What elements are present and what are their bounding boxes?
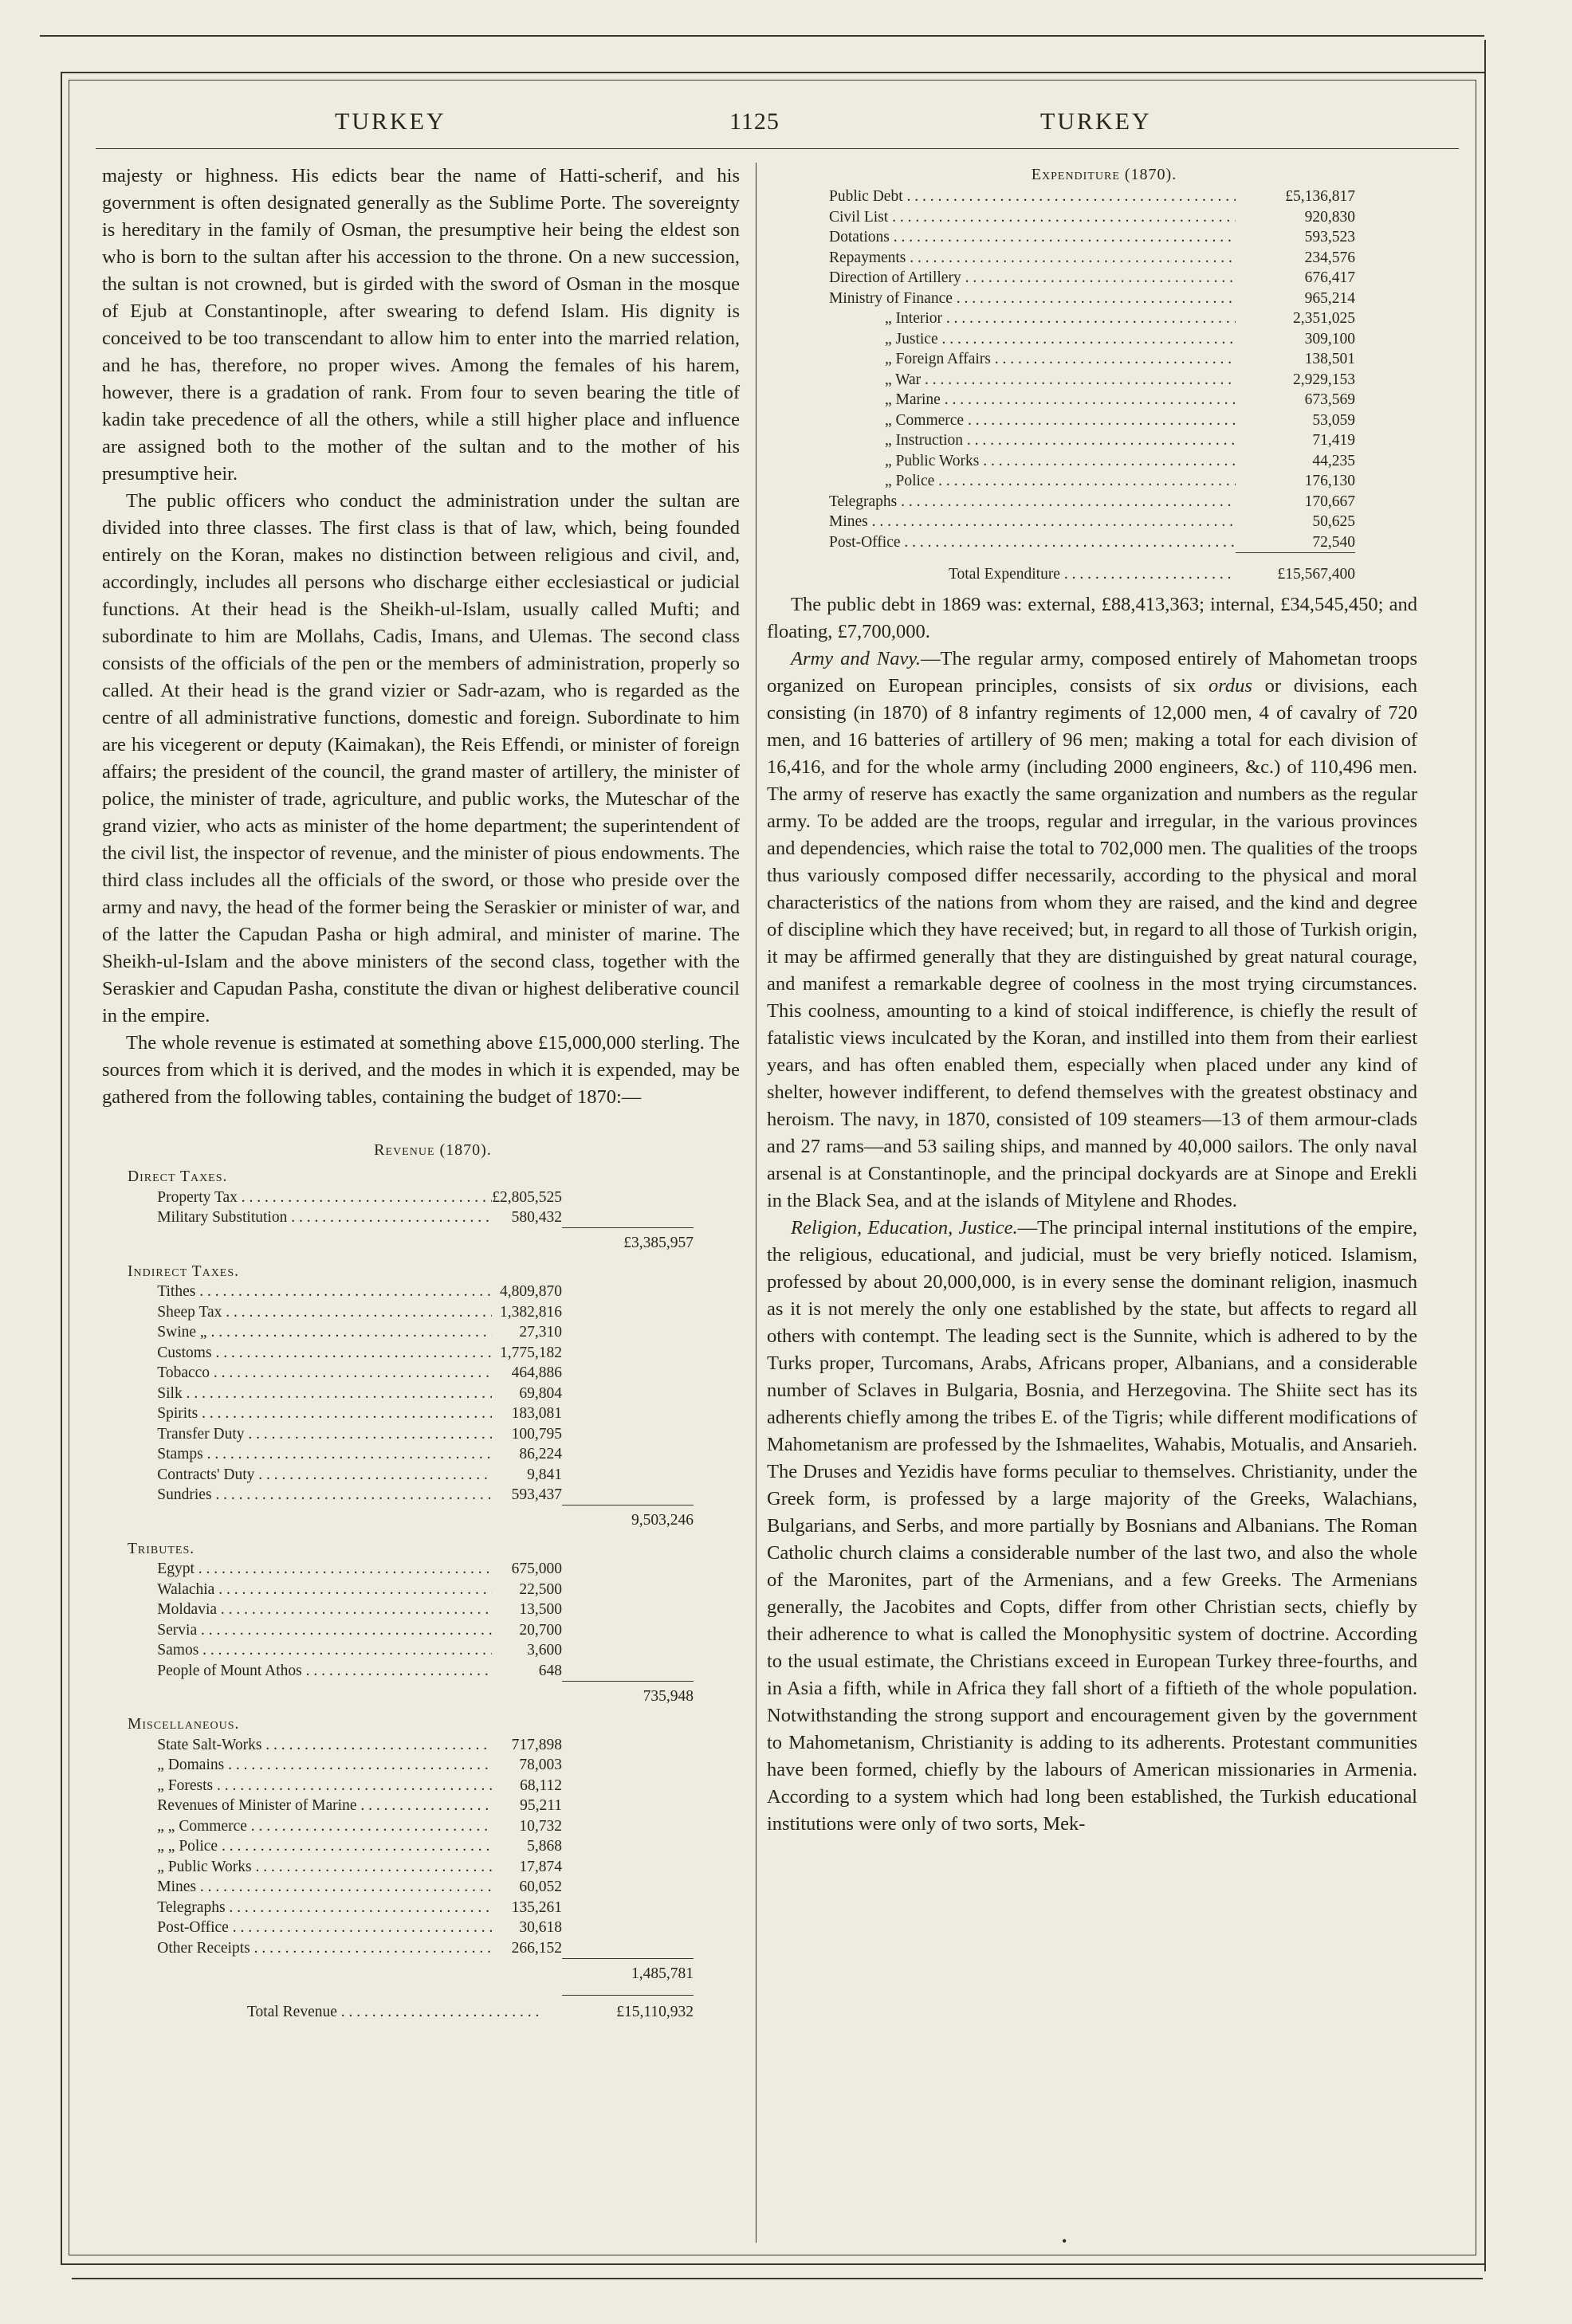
expenditure-total-row	[829, 553, 1355, 585]
revenue-row-label: Samos . . .	[157, 1640, 492, 1661]
revenue-grand-total-value: £15,110,932	[562, 1996, 694, 2023]
expenditure-row	[829, 492, 1355, 512]
revenue-row-value: 86,224	[519, 1446, 563, 1462]
revenue-subtotal: 1,485,781	[562, 1958, 694, 1984]
group-spacer	[128, 1531, 694, 1539]
expenditure-rows	[829, 186, 1355, 585]
revenue-row-label: Moldavia . . .	[157, 1600, 492, 1620]
revenue-row	[128, 1918, 694, 1938]
paragraph-debt: The public debt in 1869 was: external, £88,413,363; internal, £34,545,450; and floating, £7,700,000.	[767, 593, 1417, 642]
revenue-row-value: £2,805,525	[492, 1188, 563, 1206]
revenue-row-value: 3,600	[527, 1642, 563, 1659]
revenue-row-value: 183,081	[511, 1405, 563, 1422]
revenue-row-label: Spirits . . .	[157, 1403, 492, 1424]
revenue-grand-total-label: Total Revenue . . .	[247, 2002, 540, 2023]
expenditure-row-value: 2,351,025	[1293, 310, 1355, 327]
revenue-row-label: Property Tax . . .	[157, 1188, 492, 1208]
expenditure-total-value: £15,567,400	[1236, 553, 1355, 585]
paragraph-revenue: The whole revenue is estimated at something above £15,000,000 sterling. The sources from which it is derived, and the modes in which it is expended, may be gathered from the following tables, containing the budget of 1870:—	[102, 1032, 740, 1108]
revenue-row-value: 1,382,816	[500, 1303, 563, 1321]
revenue-row-label: People of Mount Athos . . .	[157, 1661, 492, 1682]
revenue-row-value: 5,868	[527, 1838, 563, 1855]
revenue-group-heading: Indirect Taxes.	[128, 1262, 240, 1280]
revenue-row-value: 593,437	[511, 1486, 563, 1503]
revenue-row	[128, 1465, 694, 1486]
revenue-row-label: Swine „ . . .	[157, 1322, 492, 1343]
revenue-group-heading: Direct Taxes.	[128, 1168, 228, 1185]
running-head-right: TURKEY	[1040, 108, 1152, 135]
expenditure-row-value: 673,569	[1304, 391, 1355, 408]
revenue-row	[128, 1363, 694, 1384]
revenue-row-value: 10,732	[519, 1817, 563, 1835]
expenditure-row-label: „ Instruction . . .	[829, 430, 1236, 451]
expenditure-row-label: Dotations . . .	[829, 227, 1236, 248]
expenditure-row-label: Ministry of Finance . . .	[829, 289, 1236, 309]
expenditure-row-label: „ Foreign Affairs . . .	[829, 349, 1236, 370]
bottom-rule	[72, 2278, 1483, 2279]
expenditure-row	[829, 370, 1355, 391]
revenue-subtotal-row	[128, 1228, 694, 1254]
revenue-row	[128, 1600, 694, 1620]
expenditure-row-value: 965,214	[1304, 289, 1355, 307]
revenue-row	[128, 1188, 694, 1208]
revenue-row	[128, 1302, 694, 1323]
expenditure-row	[829, 410, 1355, 431]
revenue-row	[128, 1620, 694, 1641]
expenditure-row-label: „ Police . . .	[829, 471, 1236, 492]
revenue-row-label: Other Receipts . . .	[157, 1938, 492, 1959]
revenue-row	[128, 1816, 694, 1837]
revenue-row-label: Post-Office . . .	[157, 1918, 492, 1938]
expenditure-row	[829, 329, 1355, 350]
revenue-row-label: Sundries . . .	[157, 1485, 492, 1505]
revenue-row	[128, 1485, 694, 1505]
revenue-row-label: Mines . . .	[157, 1877, 492, 1898]
expenditure-row-value: 176,130	[1304, 473, 1355, 489]
expenditure-row-label: Mines . . .	[829, 512, 1236, 532]
revenue-row-value: 648	[538, 1662, 563, 1679]
header-rule	[96, 148, 1459, 149]
revenue-row-label: „ „ Commerce . . .	[157, 1816, 492, 1837]
expenditure-row-label: Public Debt . . .	[829, 186, 1236, 207]
revenue-subtotal: £3,385,957	[562, 1228, 694, 1254]
expenditure-row	[829, 451, 1355, 472]
expenditure-row-label: „ Interior . . .	[829, 308, 1236, 329]
group-spacer	[128, 1254, 694, 1262]
revenue-row-value: 135,261	[511, 1898, 563, 1916]
revenue-row-value: 675,000	[511, 1560, 563, 1577]
revenue-subtotal-row	[128, 1681, 694, 1706]
revenue-row	[128, 1384, 694, 1404]
expenditure-row-value: 72,540	[1312, 533, 1355, 551]
page-number: 1125	[729, 108, 780, 135]
revenue-row-label: „ Public Works . . .	[157, 1857, 492, 1878]
revenue-row-value: 4,809,870	[500, 1283, 563, 1300]
revenue-subtotal: 9,503,246	[562, 1505, 694, 1531]
revenue-row-label: Stamps . . .	[157, 1444, 492, 1465]
revenue-row-value: 27,310	[519, 1324, 563, 1341]
army-heading: Army and Navy.	[791, 647, 922, 669]
revenue-row-label: Military Substitution . . .	[157, 1207, 492, 1228]
revenue-row-label: Transfer Duty . . .	[157, 1424, 492, 1445]
expenditure-row-value: 309,100	[1304, 330, 1355, 347]
expenditure-row-label: Repayments . . .	[829, 248, 1236, 269]
right-column	[767, 163, 1417, 1838]
revenue-row-value: 68,112	[520, 1776, 563, 1794]
revenue-row-label: Walachia . . .	[157, 1580, 492, 1600]
revenue-row-label: Tithes . . .	[157, 1282, 492, 1302]
expenditure-row-value: 170,667	[1304, 493, 1355, 510]
column-divider	[756, 163, 757, 2243]
expenditure-row	[829, 390, 1355, 410]
revenue-row-label: State Salt-Works . . .	[157, 1735, 492, 1756]
expenditure-row-value: 44,235	[1312, 452, 1355, 469]
revenue-row	[128, 1735, 694, 1756]
expenditure-row-value: 593,523	[1304, 229, 1355, 245]
paragraph-officers: The public officers who conduct the administration under the sultan are divided into three classes. The first class is that of law, which, being founded entirely on the Koran, makes no distinction between religious and civil, and, accordingly, includes all persons who discharge either ecclesiastical or judicial functions. At their head is the Sheikh-ul-Islam, usually called Mufti; and subordinate to him are Mollahs, Cadis, Imans, and Ulemas. The second class consists of the officials of the pen or the members of administration, properly so called. At their head is the grand vizier or Sadr-azam, who is regarded as the centre of all administrative functions, domestic and foreign. Subordinate to him are his vicegerent or deputy (Kaimakan), the Reis Effendi, or minister of foreign affairs; the president of the council, the grand master of artillery, the minister of police, the minister of trade, agriculture, and public works, the Muteschar of the grand vizier, who acts as minister of the home department; the superintendent of the civil list, the inspector of revenue, and the minister of pious endowments. The third class includes all the officials of the sword, or those who preside over the army and navy, the head of the former being the Seraskier or minister of war, and of the latter the Capudan Pasha or high admiral, and minister of marine. The Sheikh-ul-Islam and the above ministers of the second class, together with the Seraskier and Capudan Pasha, constitute the divan or highest deliberative council in the empire.	[102, 490, 740, 1027]
expenditure-row	[829, 289, 1355, 309]
expenditure-row-value: 71,419	[1312, 432, 1355, 449]
revenue-row-value: 9,841	[527, 1466, 563, 1483]
revenue-row-value: 13,500	[519, 1601, 563, 1618]
revenue-row-label: Servia . . .	[157, 1620, 492, 1641]
revenue-row-label: Customs . . .	[157, 1343, 492, 1364]
revenue-row	[128, 1877, 694, 1898]
expenditure-row-label: Direction of Artillery . . .	[829, 268, 1236, 289]
expenditure-row-label: Post-Office . . .	[829, 532, 1236, 553]
expenditure-row-label: Civil List . . .	[829, 207, 1236, 228]
expenditure-row-label: „ Marine . . .	[829, 390, 1236, 410]
paragraph-sultan: majesty or highness. His edicts bear the name of Hatti-scherif, and his government is often designated generally as the Sublime Porte. The sovereignty is hereditary in the family of Osman, the presumptive heir being the eldest son who is born to the sultan after his accession to the throne. On a new succession, the sultan is not crowned, but is girded with the sword of Osman in the mosque of Ejub at Constantinople, after swearing to defend Islam. His dignity is conceived to be too transcendant to allow him to enter into the married relation, and he has, therefore, no proper wives. Among the females of his harem, however, there is a gradation of rank. From four to seven bearing the title of kadin take precedence of all the others, while a still higher place and influence are assigned both to the mother of the sultan and to the mother of his presumptive heir.	[102, 165, 740, 485]
expenditure-row	[829, 532, 1355, 553]
revenue-row	[128, 1343, 694, 1364]
revenue-row	[128, 1836, 694, 1857]
revenue-row	[128, 1640, 694, 1661]
expenditure-row	[829, 349, 1355, 370]
footer-mark: •	[1062, 2233, 1067, 2249]
expenditure-row-label: „ Justice . . .	[829, 329, 1236, 350]
expenditure-row	[829, 227, 1355, 248]
expenditure-row	[829, 471, 1355, 492]
revenue-row	[128, 1857, 694, 1878]
revenue-row-label: „ Domains . . .	[157, 1755, 492, 1776]
paragraph-army: Army and Navy.—The regular army, composed entirely of Mahometan troops organized on European principles, consists of six ordus or divisions, each consisting (in 1870) of 8 infantry regiments of 12,000 men, 4 of cavalry of 720 men, and 16 batteries of artillery of 96 men; making a total for each division of 16,416, and for the whole army (including 2000 engineers, &c.) of 110,496 men. The army of reserve has exactly the same organization and numbers as the regular army. To be added are the troops, regular and irregular, in the various provinces and dependencies, which raise the total to 702,000 men. The qualities of the troops thus variously composed differ necessarily, according to the physical and moral characteristics of the nations from whom they are raised, and the kind and degree of discipline which they have received; but, in regard to all those of Turkish origin, it may be affirmed generally that they are distinguished by great natural courage, and manifest a remarkable degree of coolness in the most trying circumstances. This coolness, amounting to a kind of stoical indifference, is chiefly the result of fatalistic views inculcated by the Koran, and instilled into them from their earliest years, and has often enabled them, especially when placed under any kind of shelter, however indifferent, to defend themselves with the greatest obstinacy and heroism. The navy, in 1870, consisted of 109 steamers—13 of them armour-clads and 27 rams—and 53 sailing ships, and manned by 40,000 sailors. The only naval arsenal is at Constantinople, and the principal dockyards are at Sinope and Erekli in the Black Sea, and at the islands of Mitylene and Rhodes.	[767, 647, 1417, 1211]
revenue-row-value: 1,775,182	[500, 1344, 563, 1361]
expenditure-row-value: 920,830	[1304, 208, 1355, 226]
revenue-row	[128, 1796, 694, 1816]
revenue-row	[128, 1207, 694, 1228]
revenue-row-value: 266,152	[511, 1939, 563, 1957]
revenue-subtotal-row	[128, 1958, 694, 1984]
expenditure-row	[829, 248, 1355, 269]
revenue-row-value: 464,886	[511, 1364, 563, 1381]
left-column	[102, 163, 740, 2023]
expenditure-row-value: £5,136,817	[1285, 188, 1355, 205]
expenditure-row-value: 2,929,153	[1293, 371, 1355, 388]
revenue-row-value: 60,052	[519, 1878, 563, 1895]
revenue-row	[128, 1755, 694, 1776]
revenue-rows	[128, 1167, 694, 2023]
revenue-row-value: 717,898	[511, 1736, 563, 1753]
revenue-row	[128, 1580, 694, 1600]
revenue-row-value: 20,700	[519, 1621, 563, 1639]
expenditure-row-label: „ Public Works . . .	[829, 451, 1236, 472]
expenditure-row	[829, 207, 1355, 228]
revenue-row-label: Revenues of Minister of Marine . . .	[157, 1796, 492, 1816]
revenue-row-label: Contracts' Duty . . .	[157, 1465, 492, 1486]
revenue-row-label: „ „ Police . . .	[157, 1836, 492, 1857]
expenditure-row-label: Telegraphs . . .	[829, 492, 1236, 512]
revenue-row-value: 69,804	[519, 1384, 563, 1402]
revenue-subtotal-row	[128, 1505, 694, 1531]
expenditure-row-value: 50,625	[1312, 513, 1355, 530]
expenditure-row-value: 138,501	[1304, 351, 1355, 367]
expenditure-table	[767, 163, 1417, 585]
expenditure-row-value: 53,059	[1312, 411, 1355, 429]
running-head-left: TURKEY	[335, 108, 446, 135]
revenue-row-label: „ Forests . . .	[157, 1776, 492, 1796]
revenue-subtotal: 735,948	[562, 1681, 694, 1706]
revenue-row	[128, 1403, 694, 1424]
expenditure-row-label: „ Commerce . . .	[829, 410, 1236, 431]
revenue-row	[128, 1559, 694, 1580]
revenue-row	[128, 1776, 694, 1796]
expenditure-row	[829, 308, 1355, 329]
expenditure-row	[829, 430, 1355, 451]
revenue-row-value: 78,003	[519, 1757, 563, 1773]
revenue-row	[128, 1661, 694, 1682]
revenue-grand-total-row	[128, 1996, 694, 2023]
revenue-row	[128, 1898, 694, 1918]
expenditure-row	[829, 186, 1355, 207]
expenditure-row	[829, 268, 1355, 289]
revenue-row-value: 580,432	[511, 1209, 563, 1226]
revenue-row	[128, 1444, 694, 1465]
revenue-row-value: 22,500	[519, 1580, 563, 1598]
revenue-row-value: 17,874	[519, 1858, 563, 1875]
paragraph-religion: Religion, Education, Justice.—The principal internal institutions of the empire, the religious, educational, and judicial, must be very briefly noticed. Islamism, professed by about 20,000,000, is in every sense the dominant religion, inasmuch as it is not merely the only one established by the state, but affects to regard all others with contempt. The leading sect is the Sunnite, which is adhered to by the Turks proper, Turcomans, Arabs, Africans proper, Albanians, and a considerable number of Sclaves in Bulgaria, Bosnia, and Herzegovina. The Shiite sect has its adherents chiefly among the tribes E. of the Tigris; while different modifications of Mahometanism are professed by the Ishmaelites, Wahabis, Motualis, and Ansarieh. The Druses and Yezidis have forms peculiar to themselves. Christianity, under the Greek form, is professed by a large majority of the Greeks, Walachians, Bulgarians, and Serbs, and more partially by Bosnians and Albanians. The Roman Catholic church claims a considerable number of the last two, and also the whole of the Maronites, part of the Armenians, and a few Greeks. The Armenians generally, the Jacobites and Copts, differ from other Christian sects, chiefly by their adherence to what is called the Monophysitic system of doctrine. According to the usual estimate, the Christians exceed in European Turkey three-fourths, and in Asia a fifth, while in Africa they fall short of a fiftieth of the whole population. Notwithstanding the strong support and encouragement given by the government to Mahometanism, Christianity is adding to its adherents. Protestant communities have been formed, chiefly by the labours of American missionaries in Armenia. According to a system which had long been established, the Turkish educational institutions were only of two sorts, Mek-	[767, 1216, 1417, 1835]
expenditure-row	[829, 512, 1355, 532]
expenditure-row-value: 234,576	[1304, 249, 1355, 266]
revenue-group-heading: Miscellaneous.	[128, 1716, 240, 1733]
revenue-row-label: Tobacco . . .	[157, 1363, 492, 1384]
revenue-row-value: 100,795	[511, 1425, 563, 1443]
revenue-row-label: Silk . . .	[157, 1384, 492, 1404]
revenue-row-label: Sheep Tax . . .	[157, 1302, 492, 1323]
expenditure-table-title: Expenditure (1870).	[1031, 166, 1177, 183]
revenue-row-value: 30,618	[519, 1919, 563, 1936]
expenditure-row-value: 676,417	[1304, 269, 1355, 286]
expenditure-row-label: „ War . . .	[829, 370, 1236, 391]
group-spacer	[128, 1706, 694, 1714]
religion-heading: Religion, Education, Justice.	[791, 1216, 1018, 1239]
revenue-row	[128, 1424, 694, 1445]
top-rule	[40, 35, 1484, 37]
revenue-row-label: Telegraphs . . .	[157, 1898, 492, 1918]
revenue-row-value: 95,211	[520, 1797, 563, 1814]
revenue-table-title: Revenue (1870).	[374, 1141, 492, 1159]
revenue-row	[128, 1938, 694, 1959]
revenue-row	[128, 1322, 694, 1343]
revenue-group-heading: Tributes.	[128, 1540, 195, 1557]
revenue-row	[128, 1282, 694, 1302]
revenue-row-label: Egypt . . .	[157, 1559, 492, 1580]
expenditure-total-label: Total Expenditure . . .	[949, 553, 1236, 585]
revenue-table	[102, 1138, 740, 2023]
